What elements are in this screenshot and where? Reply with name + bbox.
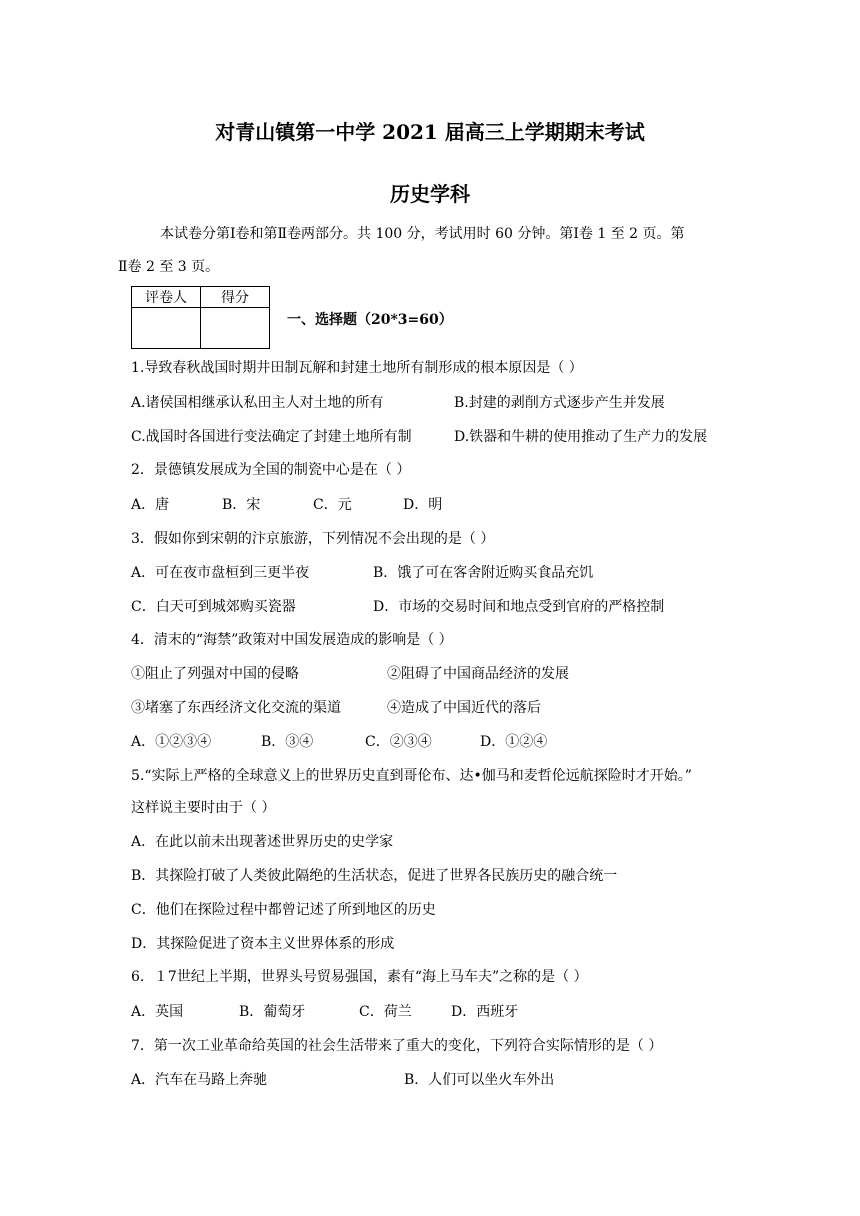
- exam-title: 对青山镇第一中学 2021 届高三上学期期末考试: [215, 120, 645, 144]
- question-4-stem: 4．清末的“海禁”政策对中国发展造成的影响是（ ）: [131, 632, 453, 648]
- score-table-score-cell[interactable]: [201, 308, 270, 349]
- question-2-stem: 2．景德镇发展成为全国的制瓷中心是在（ ）: [131, 462, 411, 478]
- question-7-stem: 7．第一次工业革命给英国的社会生活带来了重大的变化，下列符合实际情形的是（ ）: [131, 1038, 663, 1054]
- question-1-option-d: D.铁器和牛耕的使用推动了生产力的发展: [454, 429, 708, 445]
- exam-subject: 历史学科: [390, 182, 470, 206]
- question-4-statement-1: ①阻止了列强对中国的侵略: [131, 666, 299, 682]
- question-3-option-a: A．可在夜市盘桓到三更半夜: [131, 565, 310, 581]
- question-4-option-d: D．①②④: [480, 734, 548, 750]
- question-2-option-c: C．元: [313, 497, 352, 513]
- question-3-option-b: B．饿了可在客舍附近购买食品充饥: [373, 565, 594, 581]
- question-1-option-a: A.诸侯国相继承认私田主人对土地的所有: [131, 395, 384, 411]
- score-table: [131, 286, 270, 349]
- question-6-option-d: D．西班牙: [451, 1004, 519, 1020]
- score-table-grader-cell[interactable]: [132, 308, 201, 349]
- question-5-option-b: B．其探险打破了人类彼此隔绝的生活状态，促进了世界各民族历史的融合统一: [131, 868, 618, 884]
- question-3-stem: 3．假如你到宋朝的汴京旅游，下列情况不会出现的是（ ）: [131, 531, 495, 547]
- question-4-option-b: B．③④: [261, 734, 314, 750]
- question-6-option-b: B．葡萄牙: [239, 1004, 306, 1020]
- question-6-option-a: A．英国: [131, 1004, 184, 1020]
- question-5-option-d: D．其探险促进了资本主义世界体系的形成: [131, 936, 395, 952]
- question-1-stem: 1.导致春秋战国时期井田制瓦解和封建土地所有制形成的根本原因是（ ）: [131, 360, 583, 376]
- question-4-statement-2: ②阻碍了中国商品经济的发展: [387, 666, 569, 682]
- question-3-option-c: C．白天可到城郊购买瓷器: [131, 599, 296, 615]
- intro-line-1: 本试卷分第Ⅰ卷和第Ⅱ卷两部分。共 100 分，考试用时 60 分钟。第Ⅰ卷 1 至 2 页。第: [160, 226, 685, 242]
- question-5-option-c: C．他们在探险过程中都曾记述了所到地区的历史: [131, 902, 436, 918]
- question-4-statement-3: ③堵塞了东西经济文化交流的渠道: [131, 700, 341, 716]
- intro-line-2: Ⅱ卷 2 至 3 页。: [118, 259, 220, 275]
- question-5-stem-line-1: 5.“实际上严格的全球意义上的世界历史直到哥伦布、达•伽马和麦哲伦远航探险时才开始。”: [131, 768, 692, 784]
- question-2-option-a: A．唐: [131, 497, 170, 513]
- question-3-option-d: D．市场的交易时间和地点受到官府的严格控制: [373, 599, 665, 615]
- section-heading: 一、选择题（20*3=60）: [287, 312, 453, 328]
- question-7-option-b: B．人们可以坐火车外出: [404, 1072, 555, 1088]
- score-table-score-header: 得分: [201, 287, 270, 308]
- question-6-stem: 6．１7世纪上半期，世界头号贸易强国，素有“海上马车夫”之称的是（ ）: [131, 969, 588, 985]
- question-5-option-a: A．在此以前未出现著述世界历史的史学家: [131, 834, 394, 850]
- question-2-option-d: D．明: [403, 497, 443, 513]
- question-4-option-c: C．②③④: [365, 734, 432, 750]
- question-7-option-a: A．汽车在马路上奔驰: [131, 1072, 268, 1088]
- question-2-option-b: B．宋: [222, 497, 261, 513]
- question-1-option-b: B.封建的剥削方式逐步产生并发展: [454, 395, 665, 411]
- question-4-statement-4: ④造成了中国近代的落后: [387, 700, 541, 716]
- question-6-option-c: C．荷兰: [359, 1004, 412, 1020]
- question-1-option-c: C.战国时各国进行变法确定了封建土地所有制: [131, 429, 412, 445]
- question-4-option-a: A．①②③④: [131, 734, 212, 750]
- score-table-grader-header: 评卷人: [132, 287, 201, 308]
- question-5-stem-line-2: 这样说主要时由于（ ）: [131, 800, 276, 816]
